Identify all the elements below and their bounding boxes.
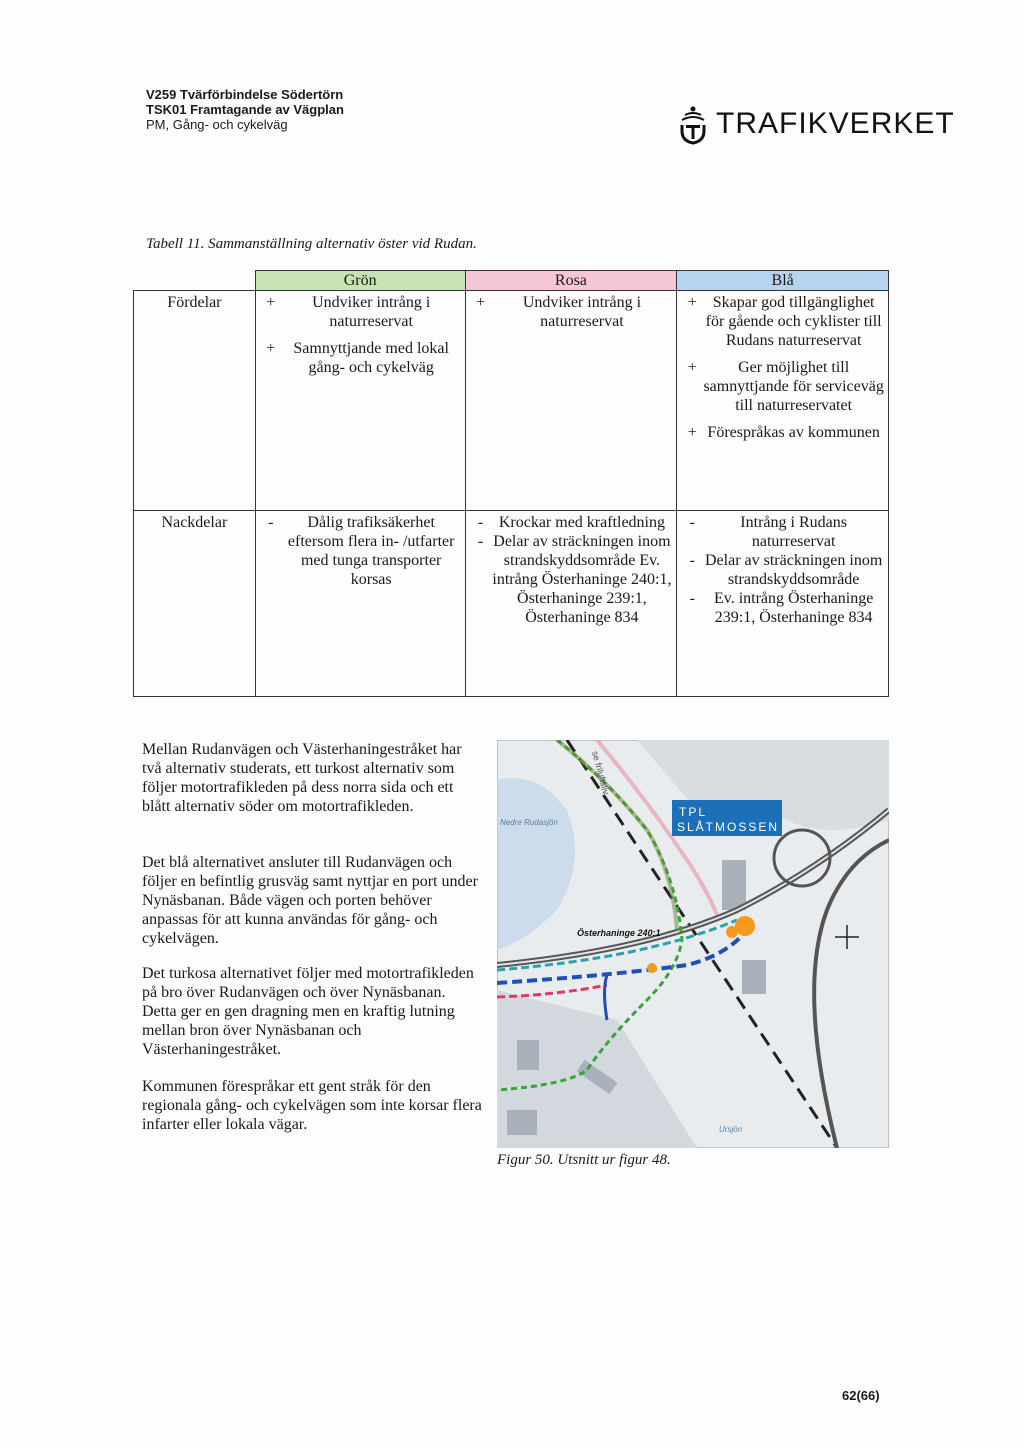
map-label-osterhaninge: Österhaninge 240:1 (577, 928, 661, 938)
list-item: + Samnyttjande med lokal gång- och cykelväg (266, 340, 449, 376)
cell-fordelar-bla (677, 291, 889, 511)
cell-fordelar-rosa (465, 291, 677, 511)
list-item: - Delar av sträckningen inom strandskyddsområde Ev. intrång Österhaninge 240:1, Österhaninge 239:1, Österhaninge 834 (477, 533, 672, 626)
crossing-marker (726, 926, 738, 938)
crossing-marker (647, 963, 657, 973)
table-row-fordelar (134, 291, 889, 511)
map-label-friluftsliv: se friluftsliv (590, 749, 612, 796)
list-item: - Krockar med kraftledning (477, 514, 665, 531)
cell-fordelar-gron (255, 291, 465, 511)
list-item: + Skapar god tillgänglighet för gående och cyklister till Rudans naturreservat (687, 294, 882, 349)
header-project: V259 Tvärförbindelse Södertörn (146, 87, 344, 102)
page-number: 62(66) (842, 1388, 880, 1403)
list-item: + Förespråkas av kommunen (687, 424, 880, 441)
route-map (497, 740, 889, 1148)
paragraph: Mellan Rudanvägen och Västerhaningestråket har två alternativ studerats, ett turkost alternativ som följer motortrafikleden på dess norra sida och ett blått alternativ söder om motortrafikleden. (142, 741, 462, 815)
list-item: - Ev. intrång Österhaninge 239:1, Österhaninge 834 (689, 590, 874, 626)
row-label-nackdelar: Nackdelar (134, 511, 256, 697)
cell-nackdelar-rosa (465, 511, 677, 697)
map-label-ursjon: Ursjön (719, 1125, 743, 1134)
list-item: - Delar av sträckningen inom strandskyddsområde (689, 552, 883, 588)
list-item: + Undviker intrång i naturreservat (476, 294, 642, 330)
table-header-empty (134, 271, 256, 291)
header-subproject: TSK01 Framtagande av Vägplan (146, 102, 344, 117)
paragraph: Kommunen förespråkar ett gent stråk för den regionala gång- och cykelvägen som inte korsar flera infarter eller lokala vägar. (142, 1078, 482, 1133)
map-label-tpl: TPL (679, 805, 708, 819)
comparison-table (133, 270, 889, 697)
cell-nackdelar-gron (255, 511, 465, 697)
trafikverket-logo (678, 103, 955, 145)
column-header-rosa: Rosa (465, 271, 677, 291)
list-item: - Dålig trafiksäkerhet eftersom flera in- /utfarter med tunga transporter korsas (268, 514, 455, 588)
column-header-bla: Blå (677, 271, 889, 291)
cell-nackdelar-bla (677, 511, 889, 697)
header-document-type: PM, Gång- och cykelväg (146, 117, 288, 132)
table-header-row (134, 271, 889, 291)
table-caption: Tabell 11. Sammanställning alternativ öster vid Rudan. (146, 236, 477, 252)
trafikverket-emblem-icon (678, 103, 708, 145)
list-item: + Undviker intrång i naturreservat (266, 294, 431, 330)
figure-caption: Figur 50. Utsnitt ur figur 48. (497, 1152, 671, 1168)
crossing-marker (735, 916, 755, 936)
column-header-gron: Grön (255, 271, 465, 291)
building (507, 1110, 537, 1135)
paragraph: Det turkosa alternativet följer med motortrafikleden på bro över Rudanvägen och över Nynäsbanan. Detta ger en gen dragning men en kraftig lutning mellan bron över Nynäsbanan och Västerhaningestråket. (142, 965, 474, 1058)
list-item: + Ger möjlighet till samnyttjande för serviceväg till naturreservatet (687, 359, 884, 414)
building (722, 860, 746, 910)
paragraph: Det blå alternativet ansluter till Rudanvägen och följer en befintlig grusväg samt nyttjar en port under Nynäsbanan. Både vägen och porten behöver anpassas för att kunna användas för gång- och cykelvägen. (142, 854, 478, 947)
document-header (146, 87, 344, 132)
building (742, 960, 766, 994)
map-label-nedre-rudasjon: Nedre Rudasjön (500, 818, 558, 827)
table-row-nackdelar (134, 511, 889, 697)
logo-text: TRAFIKVERKET (716, 107, 955, 140)
map-label-slatmossen: SLÅTMOSSEN (677, 820, 780, 834)
row-label-fordelar: Fördelar (134, 291, 256, 511)
list-item: - Intrång i Rudans naturreservat (689, 514, 847, 550)
building (517, 1040, 539, 1070)
